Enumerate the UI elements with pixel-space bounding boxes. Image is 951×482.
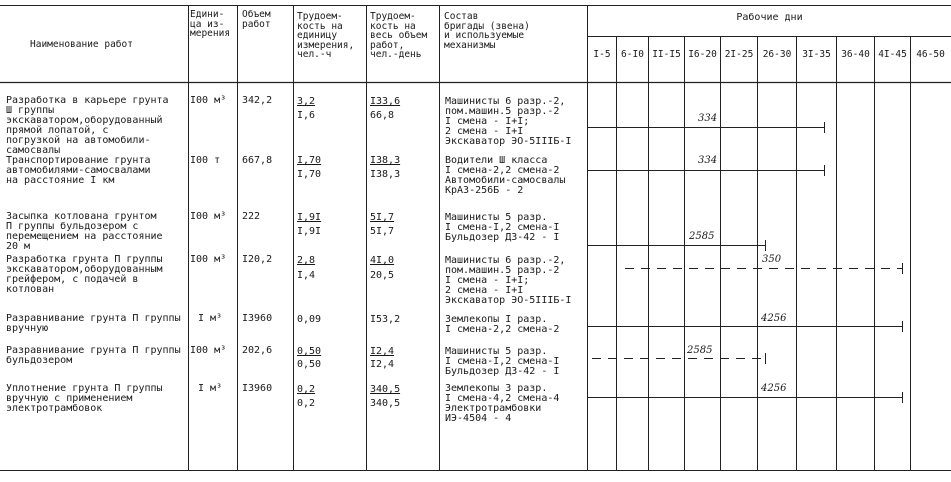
day-range-header: I-5: [593, 49, 611, 60]
schedule-bar-dashed: [592, 353, 766, 364]
day-range-header: 46-50: [916, 49, 945, 60]
labor-total-bottom: 20,5: [370, 270, 395, 281]
schedule-label: 4256: [761, 313, 787, 324]
volume-cell: 222: [242, 211, 261, 222]
work-name: Разравнивание грунта П группы вручную: [6, 313, 181, 334]
work-name: Уплотнение грунта П группы вручную с применением электротрамбовок: [6, 383, 163, 414]
schedule-label: 334: [698, 113, 718, 124]
labor-unit-bottom: I,6: [297, 110, 316, 121]
unit-cell: I м³: [198, 313, 223, 324]
labor-unit-top: I,9I: [297, 212, 322, 223]
labor-total-bottom: I2,4: [370, 359, 395, 370]
volume-cell: I20,2: [242, 254, 273, 265]
labor-total-top: I2,4: [370, 346, 395, 357]
work-name: Засыпка котлована грунтом П группы бульдозером с перемещением на расстояние 20 м: [6, 211, 163, 252]
work-name: Разработка в карьере грунта Ш группы экскаватором,оборудованный прямой лопатой, с погрузкой на автомобили- самосвалы: [6, 95, 169, 156]
brigade-cell: Машинисты 5 разр. I смена-I,2 смена-I Бульдозер ДЗ-42 - I: [445, 212, 560, 243]
header-labor-total: Трудоем- кость на весь объем работ, чел.-день: [370, 11, 428, 60]
day-range-header: 26-30: [762, 49, 792, 60]
brigade-cell: Землекопы I разр. I смена-2,2 смена-2: [445, 314, 560, 335]
unit-cell: I00 м³: [190, 211, 227, 222]
brigade-cell: Землекопы 3 разр. I смена-4,2 смена-4 Электротрамбовки ИЭ-4504 - 4: [445, 383, 560, 424]
volume-cell: I3960: [242, 313, 273, 324]
work-name: Разравнивание грунта П группы бульдозером: [6, 345, 187, 366]
day-range-header: I6-20: [688, 49, 717, 60]
brigade-cell: Машинисты 6 разр.-2, пом.машин.5 разр.-2 I смена - I+I; 2 смена - I+I Экскаватор ЭО-5IIIБ-I: [445, 255, 572, 306]
labor-total-top: 340,5: [370, 384, 401, 395]
labor-total-bottom: 66,8: [370, 110, 395, 121]
labor-total-top: 5I,7: [370, 212, 395, 223]
labor-unit-top: 3,2: [297, 96, 316, 107]
brigade-cell: Машинисты 5 разр. I смена-I,2 смена-I Бульдозер ДЗ-42 - I: [445, 346, 560, 377]
labor-unit-top: I,70: [297, 155, 322, 166]
schedule-bar: [587, 240, 766, 251]
day-range-header: 3I-35: [802, 49, 831, 60]
header-unit: Едини- ца из- мерения: [190, 9, 231, 39]
header-brigade: Состав бригады (звена) и используемые механизмы: [444, 11, 530, 51]
schedule-label: 350: [762, 254, 782, 265]
work-name: Разработка грунта П группы экскаватором,оборудованным грейфером, с подачей в котлован: [6, 254, 169, 295]
brigade-cell: Водители Ш класса I смена-2,2 смена-2 Автомобили-самосвалы КрАЗ-256Б - 2: [445, 155, 566, 196]
volume-cell: 202,6: [242, 345, 273, 356]
work-name: Транспортирование грунта автомобилями-самосвалами на расстояние I км: [6, 155, 151, 186]
unit-cell: I00 м³: [190, 95, 227, 106]
volume-cell: 667,8: [242, 155, 273, 166]
labor-unit-bottom: I,4: [297, 270, 316, 281]
labor-unit-top: 0,2: [297, 384, 316, 395]
labor-total-bottom: 340,5: [370, 398, 401, 409]
header-labor-per-unit: Трудоем- кость на единицу измерения, чел.-ч: [297, 11, 355, 60]
day-range-header: 2I-25: [724, 49, 754, 60]
labor-total-bottom: 5I,7: [370, 226, 395, 237]
day-range-header: 36-40: [841, 49, 870, 60]
volume-cell: I3960: [242, 383, 273, 394]
labor-unit-bottom: 0,2: [297, 398, 316, 409]
schedule-label: 2585: [689, 231, 715, 242]
labor-unit-top: 2,8: [297, 255, 316, 266]
unit-cell: I00 м³: [190, 254, 227, 265]
labor-total-top: I38,3: [370, 155, 401, 166]
header-volume: Объем работ: [242, 9, 271, 30]
schedule-bar: [587, 392, 903, 403]
day-range-header: 4I-45: [878, 49, 907, 60]
schedule-label: 2585: [687, 345, 713, 356]
labor-total-top: 4I,0: [370, 255, 395, 266]
day-range-header: II-I5: [652, 49, 681, 60]
labor-unit-cell: 0,09: [297, 314, 322, 325]
unit-cell: I00 м³: [190, 345, 227, 356]
unit-cell: I м³: [198, 383, 223, 394]
brigade-cell: Машинисты 6 разр.-2, пом.машин.5 разр.-2 I смена - I+I; 2 смена - I+I Экскаватор ЭО-5IIIБ-I: [445, 96, 572, 147]
day-range-header: 6-I0: [621, 49, 644, 60]
labor-total-cell: I53,2: [370, 314, 401, 325]
schedule-bar: [587, 321, 903, 332]
header-workdays: Рабочие дни: [736, 12, 803, 23]
labor-total-bottom: I38,3: [370, 169, 401, 180]
labor-unit-bottom: I,9I: [297, 226, 322, 237]
labor-total-top: I33,6: [370, 96, 401, 107]
schedule-bar: [587, 165, 825, 176]
header-name: Наименование работ: [30, 39, 133, 50]
unit-cell: I00 т: [190, 155, 221, 166]
schedule-label: 334: [698, 155, 718, 166]
labor-unit-top: 0,50: [297, 346, 322, 357]
labor-unit-bottom: I,70: [297, 169, 322, 180]
schedule-label: 4256: [761, 383, 787, 394]
labor-unit-bottom: 0,50: [297, 359, 322, 370]
volume-cell: 342,2: [242, 95, 273, 106]
